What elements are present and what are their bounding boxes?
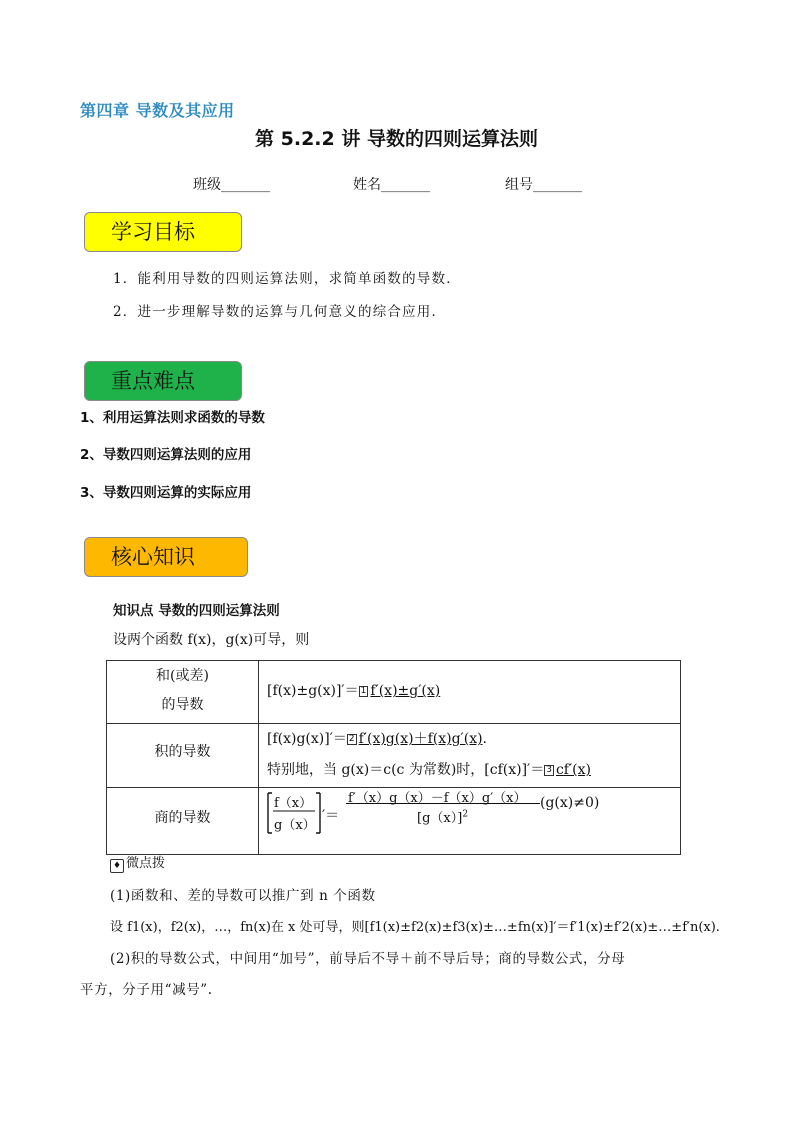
row2-end: .: [482, 731, 487, 747]
row1-label-a: 和(或差): [156, 668, 209, 684]
goal-item-2: 2．进一步理解导数的运算与几何意义的综合应用．: [113, 304, 447, 320]
tip-label: [110, 852, 165, 873]
row2-answer: [347, 731, 483, 747]
rhs-denominator: [417, 807, 468, 826]
goals-badge: 学习目标: [84, 212, 242, 252]
row2-answer-text: f′(x)g(x)＋f(x)g′(x): [358, 731, 483, 747]
key-point-2: 2、导数四则运算法则的应用: [80, 447, 252, 463]
tip-paragraph-4: 平方，分子用“减号”.: [80, 982, 213, 998]
row2-formula-lhs: [f(x)g(x)]′＝: [267, 731, 347, 747]
knowledge-point-title: 知识点 导数的四则运算法则: [113, 603, 280, 619]
group-field: 组号_______: [505, 177, 582, 193]
key-point-1: 1、利用运算法则求函数的导数: [80, 410, 265, 426]
lightbulb-icon: ♦: [110, 859, 124, 873]
row2-label: 积的导数: [154, 744, 211, 760]
blank-number-3: 3: [546, 765, 552, 775]
row1-formula: [267, 680, 440, 700]
row2-answer2: [544, 762, 591, 778]
tip-label-text: 微点拨: [126, 856, 166, 871]
prime-equals: ′＝: [322, 808, 340, 824]
row2-formula: [267, 728, 487, 748]
blank-number-1: 1: [360, 686, 367, 696]
chapter-heading: 第四章 导数及其应用: [80, 101, 235, 120]
row1-formula-lhs: [f(x)±g(x)]′＝: [267, 683, 359, 699]
lhs-numerator: f（x）: [274, 796, 313, 811]
tip-paragraph-3: (2)积的导数公式，中间用“加号”，前导后不导＋前不导后导；商的导数公式，分母: [110, 951, 626, 967]
quotient-condition: (g(x)≠0): [540, 795, 600, 811]
rhs-denominator-exponent: 2: [462, 809, 469, 820]
rhs-numerator: f′（x）g（x）－f（x）g′（x）: [348, 791, 527, 806]
key-point-3: 3、导数四则运算的实际应用: [80, 485, 252, 501]
row1-answer: [359, 683, 441, 699]
key-points-badge: 重点难点: [84, 361, 242, 401]
name-field: 姓名_______: [353, 177, 430, 193]
quotient-rule-formula: [264, 789, 674, 853]
class-field: 班级_______: [193, 177, 270, 193]
row2-special-text: 特别地，当 g(x)＝c(c 为常数)时，[cf(x)]′＝: [267, 762, 545, 778]
goal-item-1: 1．能利用导数的四则运算法则，求简单函数的导数．: [113, 271, 461, 287]
rules-table: [106, 660, 681, 855]
row2-answer2-text: cf′(x): [555, 762, 591, 778]
core-knowledge-badge: 核心知识: [84, 537, 248, 577]
tip-paragraph-2: 设 f1(x)，f2(x)，…，fn(x)在 x 处可导，则[f1(x)±f2(x)±f3(x)±…±fn(x)]′＝f′1(x)±f′2(x)±…±f′n(x).: [110, 920, 720, 935]
blank-number-2: 2: [348, 734, 355, 744]
row3-label: 商的导数: [154, 810, 211, 826]
knowledge-intro: 设两个函数 f(x)，g(x)可导，则: [113, 632, 310, 648]
rhs-denominator-text: [g（x）]: [417, 811, 463, 826]
lhs-denominator: g（x）: [274, 818, 316, 833]
tip-paragraph-1: (1)函数和、差的导数可以推广到 n 个函数: [110, 888, 376, 904]
row1-answer-text: f′(x)±g′(x): [370, 683, 441, 699]
row1-label-b: 的导数: [161, 697, 204, 713]
row2-special: [267, 759, 591, 779]
lecture-title: 第 5.2.2 讲 导数的四则运算法则: [255, 128, 538, 150]
